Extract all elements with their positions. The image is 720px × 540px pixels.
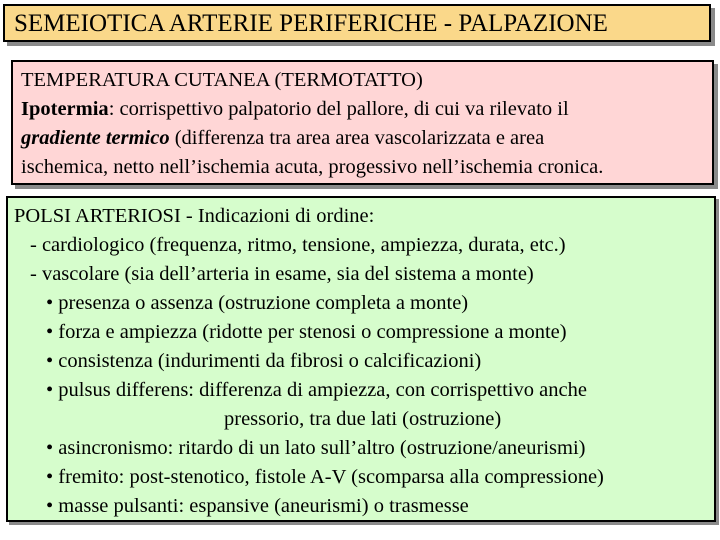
temperature-box (11, 60, 714, 185)
slide-title: SEMEIOTICA ARTERIE PERIFERICHE - PALPAZIONE (3, 4, 711, 42)
pulses-box (6, 196, 716, 522)
list-item-continuation: pressorio, tra due lati (ostruzione) (224, 408, 502, 430)
gradient-term: gradiente termico (21, 127, 170, 149)
list-item: • consistenza (indurimenti da fibrosi o calcificazioni) (46, 350, 482, 372)
list-item: • fremito: post-stenotico, fistole A-V (scomparsa alla compressione) (46, 466, 604, 488)
list-item: • presenza o assenza (ostruzione completa a monte) (46, 292, 469, 314)
gradient-line (21, 124, 712, 153)
list-item: - vascolare (sia dell’arteria in esame, sia del sistema a monte) (30, 263, 534, 285)
pulses-heading: POLSI ARTERIOSI - Indicazioni di ordine: (14, 205, 375, 227)
hypothermia-term: Ipotermia (21, 98, 109, 120)
list-item: • pulsus differens: differenza di ampiezza, con corrispettivo anche (46, 379, 587, 401)
ischemia-line: ischemica, netto nell’ischemia acuta, progessivo nell’ischemia cronica. (21, 156, 604, 178)
list-item: • asincronismo: ritardo di un lato sull’altro (ostruzione/aneurismi) (46, 437, 586, 459)
hypothermia-text: : corrispettivo palpatorio del pallore, di cui va rilevato il (108, 98, 569, 120)
list-item: - cardiologico (frequenza, ritmo, tensione, ampiezza, durata, etc.) (30, 234, 566, 256)
hypothermia-line (21, 95, 712, 124)
gradient-text: (differenza tra area area vascolarizzata e area (169, 127, 545, 149)
list-item: • masse pulsanti: espansive (aneurismi) o trasmesse (46, 495, 469, 517)
list-item: • forza e ampiezza (ridotte per stenosi o compressione a monte) (46, 321, 567, 343)
temperature-heading: TEMPERATURA CUTANEA (TERMOTATTO) (21, 69, 423, 91)
